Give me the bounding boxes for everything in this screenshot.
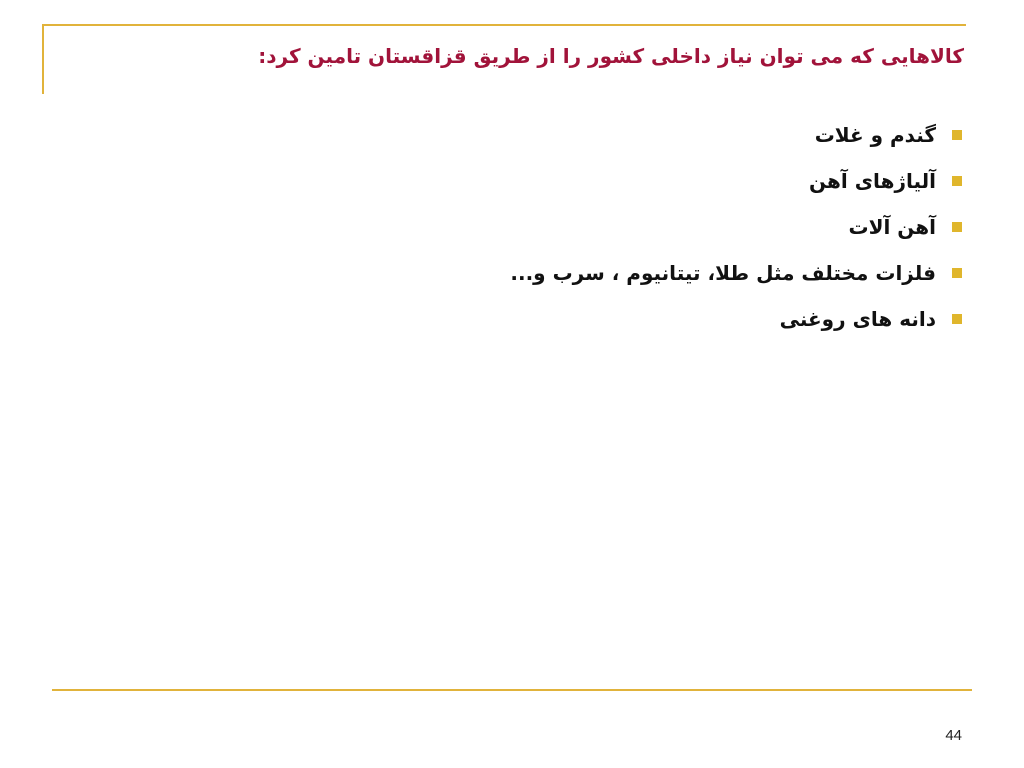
bullet-item: [102, 158, 962, 204]
square-bullet-icon: [952, 222, 962, 232]
bullet-text: دانه های روغنی: [779, 307, 936, 331]
footer-divider: [52, 689, 972, 691]
bullet-text: فلزات مختلف مثل طلا، تیتانیوم ، سرب و...: [510, 261, 936, 285]
bullet-item: [102, 296, 962, 342]
slide-title: کالاهایی که می توان نیاز داخلی کشور را از طریق قزاقستان تامین کرد:: [258, 44, 964, 68]
bullet-list: [102, 112, 962, 342]
bullet-item: [102, 112, 962, 158]
bullet-text: گندم و غلات: [814, 123, 936, 147]
bullet-item: [102, 204, 962, 250]
bullet-item: [102, 250, 962, 296]
square-bullet-icon: [952, 176, 962, 186]
bullet-text: آهن آلات: [848, 215, 936, 239]
top-border-line: [42, 24, 966, 26]
square-bullet-icon: [952, 314, 962, 324]
square-bullet-icon: [952, 130, 962, 140]
square-bullet-icon: [952, 268, 962, 278]
left-border-line: [42, 24, 44, 94]
bullet-text: آلیاژهای آهن: [809, 169, 936, 193]
page-number: 44: [945, 727, 962, 744]
